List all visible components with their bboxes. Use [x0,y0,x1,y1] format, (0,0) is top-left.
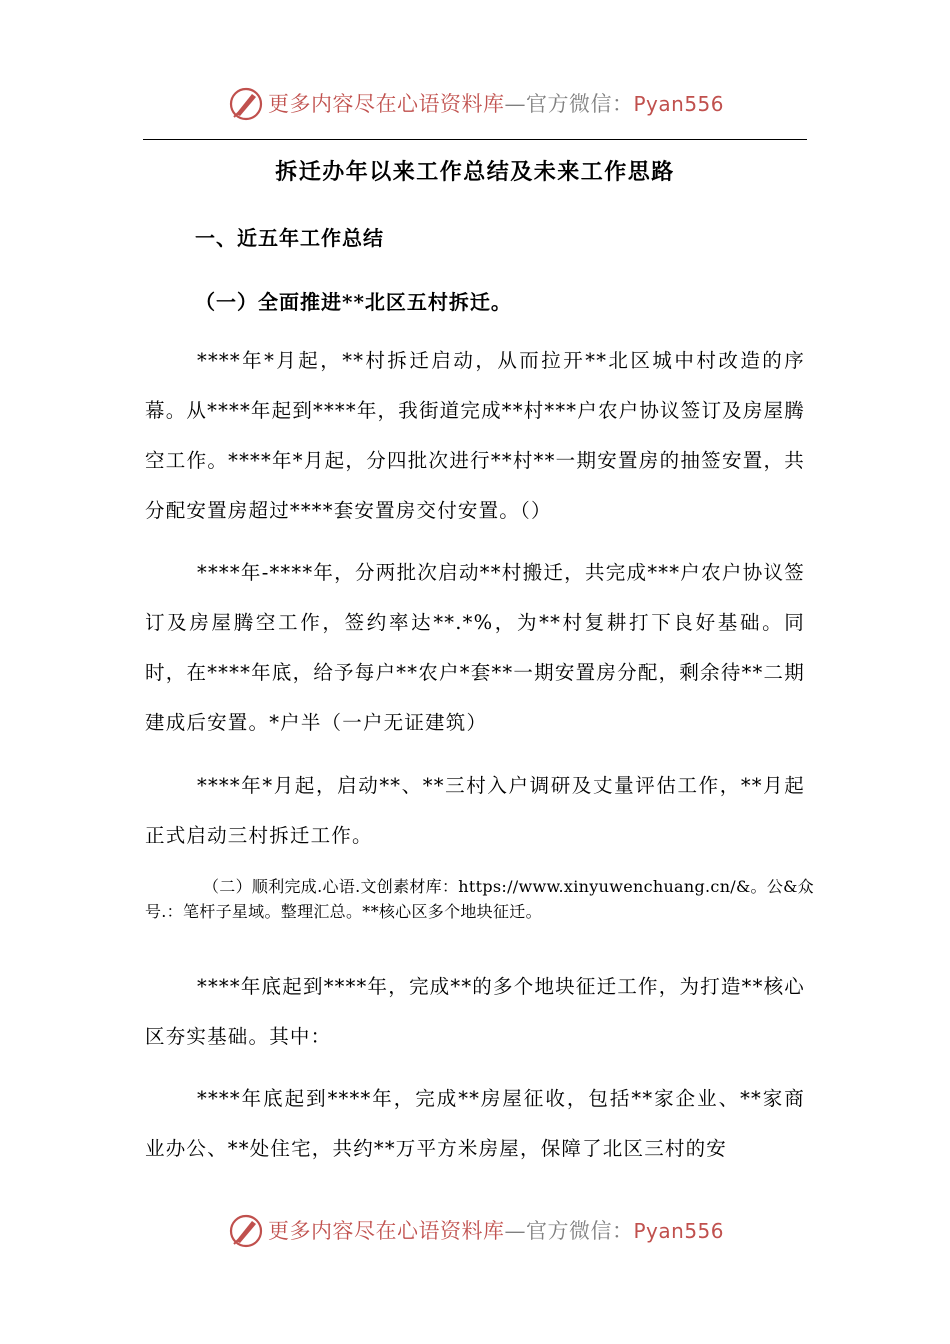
header-banner [0,84,950,124]
footer-brand-text: 更多内容尽在心语资料库 [268,1219,505,1243]
paragraph-5: ****年底起到****年，完成**房屋征收，包括**家企业、**家商业办公、**处住宅，共约**万平方米房屋，保障了北区三村的安 [145,1087,805,1160]
paragraph-3: ****年*月起，启动**、**三村入户调研及丈量评估工作，**月起正式启动三村拆迁工作。 [145,774,805,847]
banner-dash: — [504,92,526,116]
footer-official-label: 官方微信： [526,1219,634,1243]
official-label: 官方微信： [526,92,634,116]
header-rule [143,139,807,140]
footer-banner-text [268,1217,724,1245]
page-title: 拆迁办年以来工作总结及未来工作思路 [275,159,675,185]
paragraph-2: ****年-****年，分两批次启动**村搬迁，共完成***户农户协议签订及房屋腾空工作，签约率达**.*%，为**村复耕打下良好基础。同时，在****年底，给予每户**农户*套**一期安置房分配，剩余待**二期建成后安置。*户半（一户无证建筑） [145,561,805,734]
paragraph-4: ****年底起到****年，完成**的多个地块征迁工作，为打造**核心区夯实基础。其中： [145,975,805,1048]
footer-banner-dash: — [504,1219,526,1243]
wechat-id: Pyan556 [633,92,725,116]
quill-pen-logo-icon [228,86,264,122]
paragraph-1: ****年*月起，**村拆迁启动，从而拉开**北区城中村改造的序幕。从****年起到****年，我街道完成**村***户农户协议签订及房屋腾空工作。****年*月起，分四批次进行**村**一期安置房的抽签安置，共分配安置房超过****套安置房交付安置。（） [145,349,805,522]
subsection-heading: （一）全面推进**北区五村拆迁。 [195,290,512,314]
footer-banner [0,1211,950,1251]
brand-text: 更多内容尽在心语资料库 [268,92,505,116]
small-note: （二）顺利完成.心语.文创素材库：https://www.xinyuwenchuang.cn/&。公&众号.：笔杆子星域。整理汇总。**核心区多个地块征迁。 [145,877,814,921]
footer-wechat-id: Pyan556 [633,1219,725,1243]
quill-pen-logo-icon [228,1213,264,1249]
banner-text [268,90,724,118]
section-heading: 一、近五年工作总结 [195,226,384,250]
